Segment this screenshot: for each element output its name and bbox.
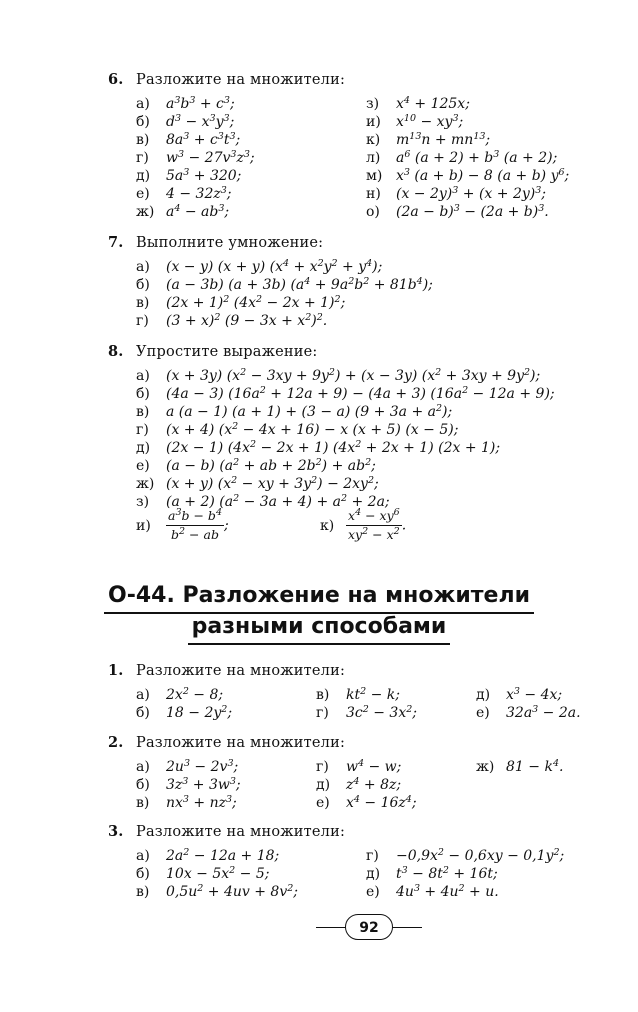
expression <box>136 259 382 275</box>
math-formula: (2x − 1) $(4x^2 - 2x + 1) (4x^2 + 2x + 1) (2x + 1)$; <box>166 439 501 456</box>
item-label: о) <box>366 204 380 220</box>
task-number: 6. <box>108 71 124 88</box>
task-1-header <box>108 661 628 681</box>
expression <box>136 687 223 703</box>
math-formula: $d^3 - x^3y^3$; <box>166 113 235 130</box>
item-label: е) <box>366 884 380 900</box>
task-number: 3. <box>108 823 124 840</box>
divider <box>392 927 422 928</box>
expression <box>136 277 433 293</box>
item-label: в) <box>136 295 150 311</box>
expression <box>136 422 458 438</box>
task-number: 7. <box>108 234 124 251</box>
expression <box>136 458 376 474</box>
item-label: в) <box>136 132 150 148</box>
item-label: з) <box>366 96 380 112</box>
item-label: в) <box>316 687 330 703</box>
item-label: ж) <box>136 204 155 220</box>
task-8-header <box>108 342 628 362</box>
math-formula: (x − y) (x + y) $(x^4 + x^2y^2 + y^4)$; <box>166 258 383 275</box>
math-formula: $3c^2 - 3x^2$; <box>346 704 417 721</box>
task-title: Разложите на множители: <box>136 735 346 751</box>
math-formula: (a − b) ($a^2$ + ab + $2b^2) + ab^2$; <box>166 457 376 474</box>
item-label: и) <box>366 114 381 130</box>
task-6-header <box>108 70 628 90</box>
math-formula: $a^4 - ab^3$; <box>166 203 230 220</box>
section-title-text: О-44. Разложение на множители <box>104 583 534 614</box>
item-label: б) <box>136 866 150 882</box>
task-8 <box>108 342 628 362</box>
task-6 <box>108 70 628 90</box>
task-title: Выполните умножение: <box>136 235 324 251</box>
page-number <box>316 914 426 942</box>
math-formula: $(2x + 1)^2$ $(4x^2 - 2x + 1)^2$; <box>166 294 346 311</box>
item-label: е) <box>316 795 330 811</box>
task-2-header <box>108 733 628 753</box>
item-label: к) <box>320 517 335 534</box>
task-number: 8. <box>108 343 124 360</box>
math-formula: ; <box>223 517 229 534</box>
math-formula: $x^3$ (a + b) − 8 (a + b) $y^6$; <box>396 167 570 184</box>
item-label: и) <box>136 517 151 534</box>
math-formula: $a^3b - b^4$ <box>166 508 224 526</box>
item-label: г) <box>136 313 149 329</box>
expression <box>136 848 279 864</box>
page-number-badge: 92 <box>345 914 393 940</box>
expression <box>136 705 232 721</box>
expression <box>366 114 463 130</box>
math-formula: (4a − 3) $(16a^2 + 12a + 9) - (4a + 3) (16a^2 - 12a + 9)$; <box>166 385 555 402</box>
item-label: б) <box>136 777 150 793</box>
item-label: з) <box>136 494 150 510</box>
math-formula: (x + 4) $(x^2 - 4x + 16) - x$ (x + 5) (x − 5); <box>166 421 459 438</box>
expression <box>366 848 564 864</box>
math-formula: a (a − 1) (a + 1) + (3 − a) $(9 + 3a + a^2)$; <box>166 403 453 420</box>
task-number: 2. <box>108 734 124 751</box>
expression <box>136 150 255 166</box>
item-label: д) <box>366 866 381 882</box>
task-title: Упростите выражение: <box>136 344 318 360</box>
expression <box>136 368 540 384</box>
item-label: а) <box>136 848 150 864</box>
task-7-header <box>108 233 628 253</box>
expression <box>316 777 401 793</box>
o44-task-1 <box>108 661 628 681</box>
item-label: ж) <box>476 759 495 775</box>
math-formula: $t^3 - 8t^2 + 16t$; <box>396 865 498 882</box>
math-formula: $10x - 5x^2 - 5$; <box>166 865 270 882</box>
math-formula: $0,5u^2 + 4uv + 8v^2$; <box>166 883 299 900</box>
item-label: к) <box>366 132 381 148</box>
task-title: Разложите на множители: <box>136 72 346 88</box>
item-label: б) <box>136 705 150 721</box>
math-formula: $4u^3 + 4u^2 + u$. <box>396 883 499 900</box>
math-formula: $x^4 + 125x$; <box>396 95 470 112</box>
math-formula: (x + y) ($x^2$ − xy + $3y^2) - 2xy^2$; <box>166 475 379 492</box>
expression <box>136 404 452 420</box>
item-label: б) <box>136 386 150 402</box>
section-title-text: разными способами <box>188 614 451 645</box>
math-formula: $m^{13}n + mn^{13}$; <box>396 131 491 148</box>
task-title: Разложите на множители: <box>136 824 346 840</box>
item-label: е) <box>136 458 150 474</box>
math-formula: $w^3 - 27v^3z^3$; <box>166 149 255 166</box>
item-label: а) <box>136 368 150 384</box>
item-label: е) <box>136 186 150 202</box>
math-formula: $(2a - b)^3 - (2a + b)^3$. <box>396 203 549 220</box>
expression <box>366 168 569 184</box>
item-label: е) <box>476 705 490 721</box>
math-formula: $z^4 + 8z$; <box>346 776 402 793</box>
task-number: 1. <box>108 662 124 679</box>
expression <box>136 114 234 130</box>
math-formula: $8a^3 + c^3t^3$; <box>166 131 241 148</box>
math-formula: $nx^3 + nz^3$; <box>166 794 237 811</box>
expression <box>316 795 417 811</box>
expression <box>136 866 269 882</box>
math-formula: $3z^3 + 3w^3$; <box>166 776 241 793</box>
item-label: а) <box>136 259 150 275</box>
math-formula: $-0,9x^2 - 0,6xy - 0,1y^2$; <box>396 847 565 864</box>
expression <box>366 204 549 220</box>
expression <box>136 795 237 811</box>
math-formula <box>346 508 402 543</box>
math-formula: $x^{10} - xy^3$; <box>396 113 464 130</box>
math-formula: $w^4 - w$; <box>346 758 402 775</box>
item-label: в) <box>136 884 150 900</box>
item-label: д) <box>136 168 151 184</box>
expression <box>136 186 232 202</box>
divider <box>316 927 346 928</box>
math-formula: $2a^2 - 12a + 18$; <box>166 847 280 864</box>
item-label: б) <box>136 114 150 130</box>
expression <box>136 884 298 900</box>
item-label: в) <box>136 795 150 811</box>
section-title-line2 <box>0 614 638 645</box>
math-formula: $xy^2 - x^2$ <box>348 526 400 542</box>
math-formula: $b^2$ − ab <box>171 526 219 542</box>
expression <box>136 168 241 184</box>
math-formula: $x^3 - 4x$; <box>506 686 563 703</box>
item-label: ж) <box>136 476 155 492</box>
fraction-expression <box>320 508 406 543</box>
expression <box>316 759 401 775</box>
expression <box>136 440 500 456</box>
expression <box>476 687 562 703</box>
expression <box>136 204 229 220</box>
math-formula: $2x^2 - 8$; <box>166 686 224 703</box>
math-formula <box>166 508 224 543</box>
item-label: д) <box>316 777 331 793</box>
math-formula: $x^4 - 16z^4$; <box>346 794 417 811</box>
o44-task-2 <box>108 733 628 753</box>
expression <box>316 705 417 721</box>
math-formula: (x + 3y) $(x^2 - 3xy + 9y^2) + (x - 3y) (x^2 + 3xy + 9y^2)$; <box>166 367 541 384</box>
math-formula: $kt^2 - k$; <box>346 686 400 703</box>
math-formula: $(3 + x)^2$ $(9 - 3x + x^2)^2$. <box>166 312 328 329</box>
o44-task-3 <box>108 822 628 842</box>
math-formula: $18 - 2y^2$; <box>166 704 233 721</box>
math-formula: $x^4 - xy^6$ <box>346 508 402 526</box>
item-label: а) <box>136 759 150 775</box>
expression <box>366 866 498 882</box>
item-label: а) <box>136 96 150 112</box>
task-title: Разложите на множители: <box>136 663 346 679</box>
expression <box>366 884 499 900</box>
math-formula: $32a^3 - 2a$. <box>506 704 581 721</box>
item-label: а) <box>136 687 150 703</box>
math-formula: $(x - 2y)^3 + (x + 2y)^3$; <box>396 185 546 202</box>
expression <box>366 132 490 148</box>
math-formula: $a^3b^3 + c^3$; <box>166 95 235 112</box>
expression <box>136 313 327 329</box>
item-label: б) <box>136 277 150 293</box>
math-formula: (a − 3b) (a + 3b) $(a^4 + 9a^2b^2 + 81b^4)$; <box>166 276 433 293</box>
math-formula: $5a^3 + 320$; <box>166 167 242 184</box>
expression <box>136 777 241 793</box>
item-label: д) <box>136 440 151 456</box>
section-title-line1 <box>0 583 638 614</box>
item-label: м) <box>366 168 383 184</box>
expression <box>136 759 238 775</box>
task-3-header <box>108 822 628 842</box>
expression <box>366 96 470 112</box>
item-label: в) <box>136 404 150 420</box>
math-formula: $a^6$ $(a + 2) + b^3$ (a + 2); <box>396 149 558 166</box>
item-label: н) <box>366 186 381 202</box>
expression <box>136 295 345 311</box>
item-label: д) <box>476 687 491 703</box>
expression <box>476 705 581 721</box>
expression <box>136 476 379 492</box>
math-formula: . <box>401 517 407 534</box>
expression <box>476 759 563 775</box>
item-label: г) <box>136 150 149 166</box>
expression <box>136 386 555 402</box>
task-7 <box>108 233 628 253</box>
item-label: г) <box>316 759 329 775</box>
expression <box>136 96 235 112</box>
expression <box>366 186 546 202</box>
item-label: г) <box>136 422 149 438</box>
item-label: г) <box>316 705 329 721</box>
item-label: л) <box>366 150 381 166</box>
math-formula: $4 - 32z^3$; <box>166 185 232 202</box>
math-formula: $2u^3 - 2v^3$; <box>166 758 239 775</box>
math-formula: (a + 2) $(a^2 - 3a + 4) + a^2 + 2a$; <box>166 493 390 510</box>
expression <box>136 132 240 148</box>
item-label: г) <box>366 848 379 864</box>
expression <box>366 150 557 166</box>
math-formula: $81 - k^4$. <box>506 758 564 775</box>
expression <box>316 687 400 703</box>
fraction-expression <box>136 508 229 543</box>
